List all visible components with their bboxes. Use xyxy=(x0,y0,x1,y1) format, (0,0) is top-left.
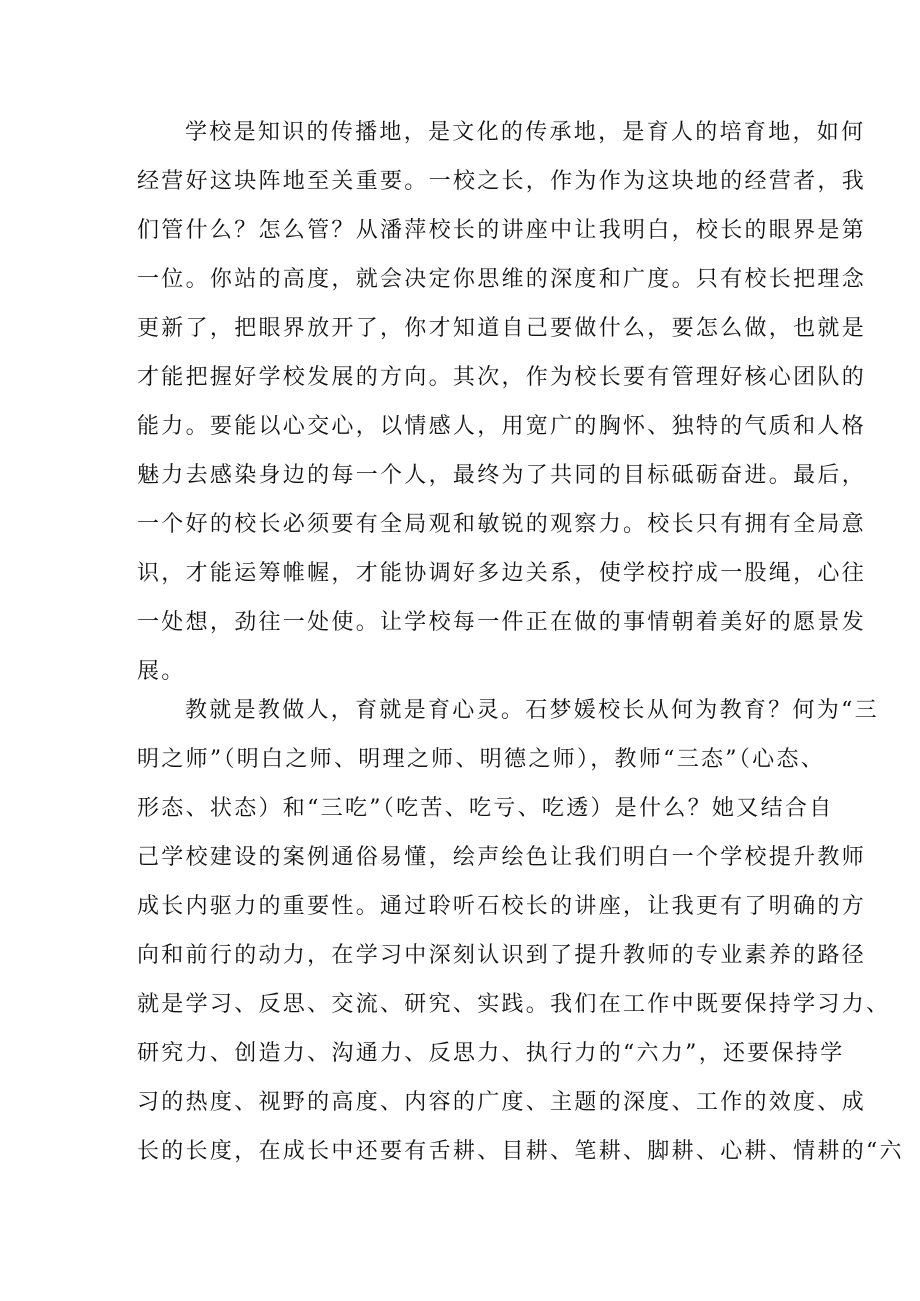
text-line: 长的长度，在成长中还要有舌耕、目耕、笔耕、脚耕、心耕、情耕的“六 xyxy=(137,1139,904,1164)
text-line: 一位。你站的高度，就会决定你思维的深度和广度。只有校长把理念 xyxy=(137,267,867,292)
text-line: 一个好的校长必须要有全局观和敏锐的观察力。校长只有拥有全局意 xyxy=(137,512,867,537)
text-line: 们管什么？怎么管？从潘萍校长的讲座中让我明白，校长的眼界是第 xyxy=(137,218,867,243)
text-line: 研究力、创造力、沟通力、反思力、执行力的“六力”，还要保持学 xyxy=(137,1041,845,1066)
text-line: 向和前行的动力，在学习中深刻认识到了提升教师的专业素养的路径 xyxy=(137,943,867,968)
text-line: 明之师”（明白之师、明理之师、明德之师），教师“三态”（心态、 xyxy=(137,747,826,772)
text-line: 经营好这块阵地至关重要。一校之长，作为作为这块地的经营者，我 xyxy=(137,169,867,194)
text-line: 一处想，劲往一处使。让学校每一件正在做的事情朝着美好的愿景发 xyxy=(137,610,867,635)
text-line: 展。 xyxy=(137,659,186,684)
text-line: 才能把握好学校发展的方向。其次，作为校长要有管理好核心团队的 xyxy=(137,365,867,390)
text-line: 魅力去感染身边的每一个人，最终为了共同的目标砥砺奋进。最后， xyxy=(137,463,867,488)
text-line: 学校是知识的传播地，是文化的传承地，是育人的培育地，如何 xyxy=(185,120,866,145)
text-line: 教就是教做人，育就是育心灵。石梦媛校长从何为教育？何为“三 xyxy=(185,698,879,723)
text-line: 更新了，把眼界放开了，你才知道自己要做什么，要怎么做，也就是 xyxy=(137,316,867,341)
text-line: 习的热度、视野的高度、内容的广度、主题的深度、工作的效度、成 xyxy=(137,1090,867,1115)
paragraph-principal-vision xyxy=(137,108,867,696)
text-line: 形态、状态）和“三吃”（吃苦、吃亏、吃透）是什么？她又结合自 xyxy=(137,796,834,821)
text-line: 就是学习、反思、交流、研究、实践。我们在工作中既要保持学习力、 xyxy=(137,992,891,1017)
paragraph-teacher-growth xyxy=(137,686,904,1176)
text-line: 己学校建设的案例通俗易懂，绘声绘色让我们明白一个学校提升教师 xyxy=(137,845,867,870)
text-line: 识，才能运筹帷幄，才能协调好多边关系，使学校拧成一股绳，心往 xyxy=(137,561,867,586)
text-line: 能力。要能以心交心，以情感人，用宽广的胸怀、独特的气质和人格 xyxy=(137,414,867,439)
text-line: 成长内驱力的重要性。通过聆听石校长的讲座，让我更有了明确的方 xyxy=(137,894,867,919)
